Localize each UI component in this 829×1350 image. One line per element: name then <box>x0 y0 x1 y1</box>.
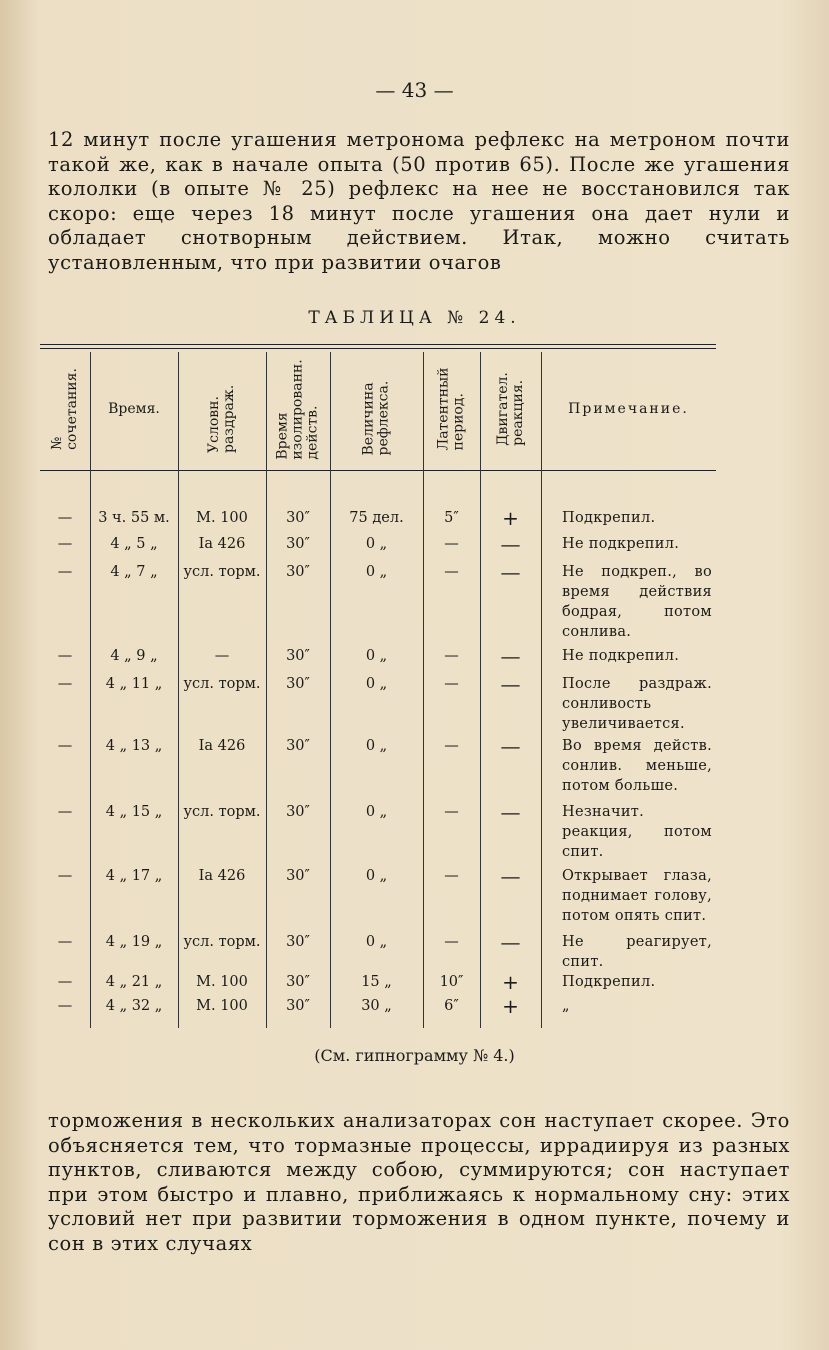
cell-note: „ <box>562 998 570 1014</box>
header-time: Время. <box>108 401 160 417</box>
footnote: (См. гипнограмму № 4.) <box>314 1046 515 1065</box>
cell-time: 4 „ 7 „ <box>110 564 158 580</box>
table-header-rule <box>40 470 716 471</box>
cell-note: После раздраж. сонливость увеличивается. <box>562 676 712 732</box>
cell-motor: + <box>502 506 519 530</box>
cell-num: — <box>57 934 73 950</box>
cell-stim: усл. торм. <box>183 804 261 820</box>
cell-stim: М. 100 <box>196 974 248 990</box>
cell-latent: — <box>444 934 459 950</box>
cell-time: 3 ч. 55 м. <box>98 510 170 526</box>
cell-iso: 30″ <box>286 564 310 580</box>
cell-num: — <box>57 510 73 526</box>
cell-latent: — <box>444 738 459 754</box>
cell-value: 15 „ <box>361 974 392 990</box>
cell-note: Незначит. реакция, потом спит. <box>562 804 712 860</box>
cell-time: 4 „ 9 „ <box>110 648 158 664</box>
cell-stim: усл. торм. <box>183 934 261 950</box>
cell-iso: 30″ <box>286 536 310 552</box>
cell-iso: 30″ <box>286 974 310 990</box>
header-isolated-time: Время изолированн. действ. <box>274 358 321 460</box>
cell-latent: 10″ <box>439 974 464 990</box>
cell-num: — <box>57 676 73 692</box>
cell-latent: — <box>444 536 459 552</box>
cell-stim: Ia 426 <box>198 868 246 884</box>
cell-stim: Ia 426 <box>198 536 246 552</box>
cell-latent: — <box>444 676 459 692</box>
cell-motor: — <box>500 734 521 758</box>
table-top-rule-inner <box>40 348 716 349</box>
cell-value: 0 „ <box>365 536 388 552</box>
cell-value: 75 дел. <box>349 510 404 526</box>
cell-latent: — <box>444 868 459 884</box>
cell-value: 0 „ <box>365 934 388 950</box>
cell-note: Не реагирует, спит. <box>562 934 712 970</box>
cell-note: Не подкрепил. <box>562 648 680 664</box>
header-reflex-value: Величина рефлекса. <box>360 380 392 456</box>
cell-time: 4 „ 32 „ <box>105 998 163 1014</box>
cell-note: Не подкреп., во время действия бодрая, потом сонлива. <box>562 564 712 640</box>
cell-iso: 30″ <box>286 510 310 526</box>
cell-note: Подкрепил. <box>562 510 656 526</box>
cell-num: — <box>57 974 73 990</box>
cell-value: 0 „ <box>365 564 388 580</box>
cell-note: Не подкрепил. <box>562 536 680 552</box>
cell-iso: 30″ <box>286 998 310 1014</box>
cell-value: 0 „ <box>365 804 388 820</box>
cell-stim: усл. торм. <box>183 676 261 692</box>
table-caption: ТАБЛИЦА № 24. <box>308 308 521 328</box>
page-number: — 43 — <box>375 78 454 102</box>
data-table <box>40 344 716 1030</box>
cell-num: — <box>57 648 73 664</box>
cell-num: — <box>57 998 73 1014</box>
cell-stim: — <box>214 648 230 664</box>
cell-motor: + <box>502 970 519 994</box>
table-top-rule <box>40 344 716 345</box>
cell-value: 0 „ <box>365 648 388 664</box>
cell-motor: — <box>500 672 521 696</box>
cell-iso: 30″ <box>286 868 310 884</box>
cell-stim: М. 100 <box>196 510 248 526</box>
cell-stim: усл. торм. <box>183 564 261 580</box>
cell-motor: — <box>500 532 521 556</box>
cell-value: 0 „ <box>365 676 388 692</box>
cell-time: 4 „ 11 „ <box>105 676 163 692</box>
cell-num: — <box>57 868 73 884</box>
cell-time: 4 „ 17 „ <box>105 868 163 884</box>
header-combination-number: № сочетания. <box>49 368 80 450</box>
header-latent-period: Латентный период. <box>435 367 467 451</box>
header-notes: Примечание. <box>568 401 689 417</box>
cell-num: — <box>57 738 73 754</box>
cell-latent: 5″ <box>444 510 459 526</box>
cell-iso: 30″ <box>286 648 310 664</box>
paragraph-bottom: торможения в нескольких анализаторах сон наступает скорее. Это объясняется тем, что тормазные процессы, иррадиируя из разных пунктов, сливаются между собою, суммируются; сон наступает при этом быстро и плавно, приближаясь к нормальному сну: этих условий нет при развитии торможения в одном пункте, почему и сон в этих случаях <box>48 1109 790 1255</box>
cell-num: — <box>57 804 73 820</box>
cell-iso: 30″ <box>286 804 310 820</box>
cell-motor: — <box>500 864 521 888</box>
cell-time: 4 „ 15 „ <box>105 804 163 820</box>
cell-value: 0 „ <box>365 868 388 884</box>
cell-iso: 30″ <box>286 676 310 692</box>
cell-motor: — <box>500 560 521 584</box>
cell-stim: Ia 426 <box>198 738 246 754</box>
cell-time: 4 „ 13 „ <box>105 738 163 754</box>
cell-time: 4 „ 5 „ <box>110 536 158 552</box>
header-motor-reaction: Двигател. реакция. <box>494 372 526 446</box>
cell-latent: — <box>444 648 459 664</box>
cell-motor: — <box>500 930 521 954</box>
paragraph-top: 12 минут после угашения метронома рефлекс на метроном почти такой же, как в начале опыта (50 против 65). После же угашения кололки (в опыте № 25) рефлекс на нее не восстановился так скоро: еще через 18 минут после угашения она дает нули и обладает снотворным действием. Итак, можно считать установленным, что при развитии очагов <box>48 128 790 274</box>
header-stimulus: Условн. раздраж. <box>206 384 237 453</box>
cell-value: 30 „ <box>361 998 392 1014</box>
cell-latent: — <box>444 804 459 820</box>
cell-note: Во время действ. сонлив. меньше, потом больше. <box>562 738 712 794</box>
cell-iso: 30″ <box>286 934 310 950</box>
cell-time: 4 „ 21 „ <box>105 974 163 990</box>
cell-note: Подкрепил. <box>562 974 656 990</box>
cell-iso: 30″ <box>286 738 310 754</box>
cell-value: 0 „ <box>365 738 388 754</box>
cell-num: — <box>57 536 73 552</box>
cell-stim: М. 100 <box>196 998 248 1014</box>
cell-latent: 6″ <box>444 998 459 1014</box>
cell-latent: — <box>444 564 459 580</box>
cell-motor: — <box>500 800 521 824</box>
cell-num: — <box>57 564 73 580</box>
cell-motor: — <box>500 644 521 668</box>
cell-time: 4 „ 19 „ <box>105 934 163 950</box>
cell-motor: + <box>502 994 519 1018</box>
cell-note: Открывает глаза, поднимает голову, потом опять спит. <box>562 868 712 924</box>
